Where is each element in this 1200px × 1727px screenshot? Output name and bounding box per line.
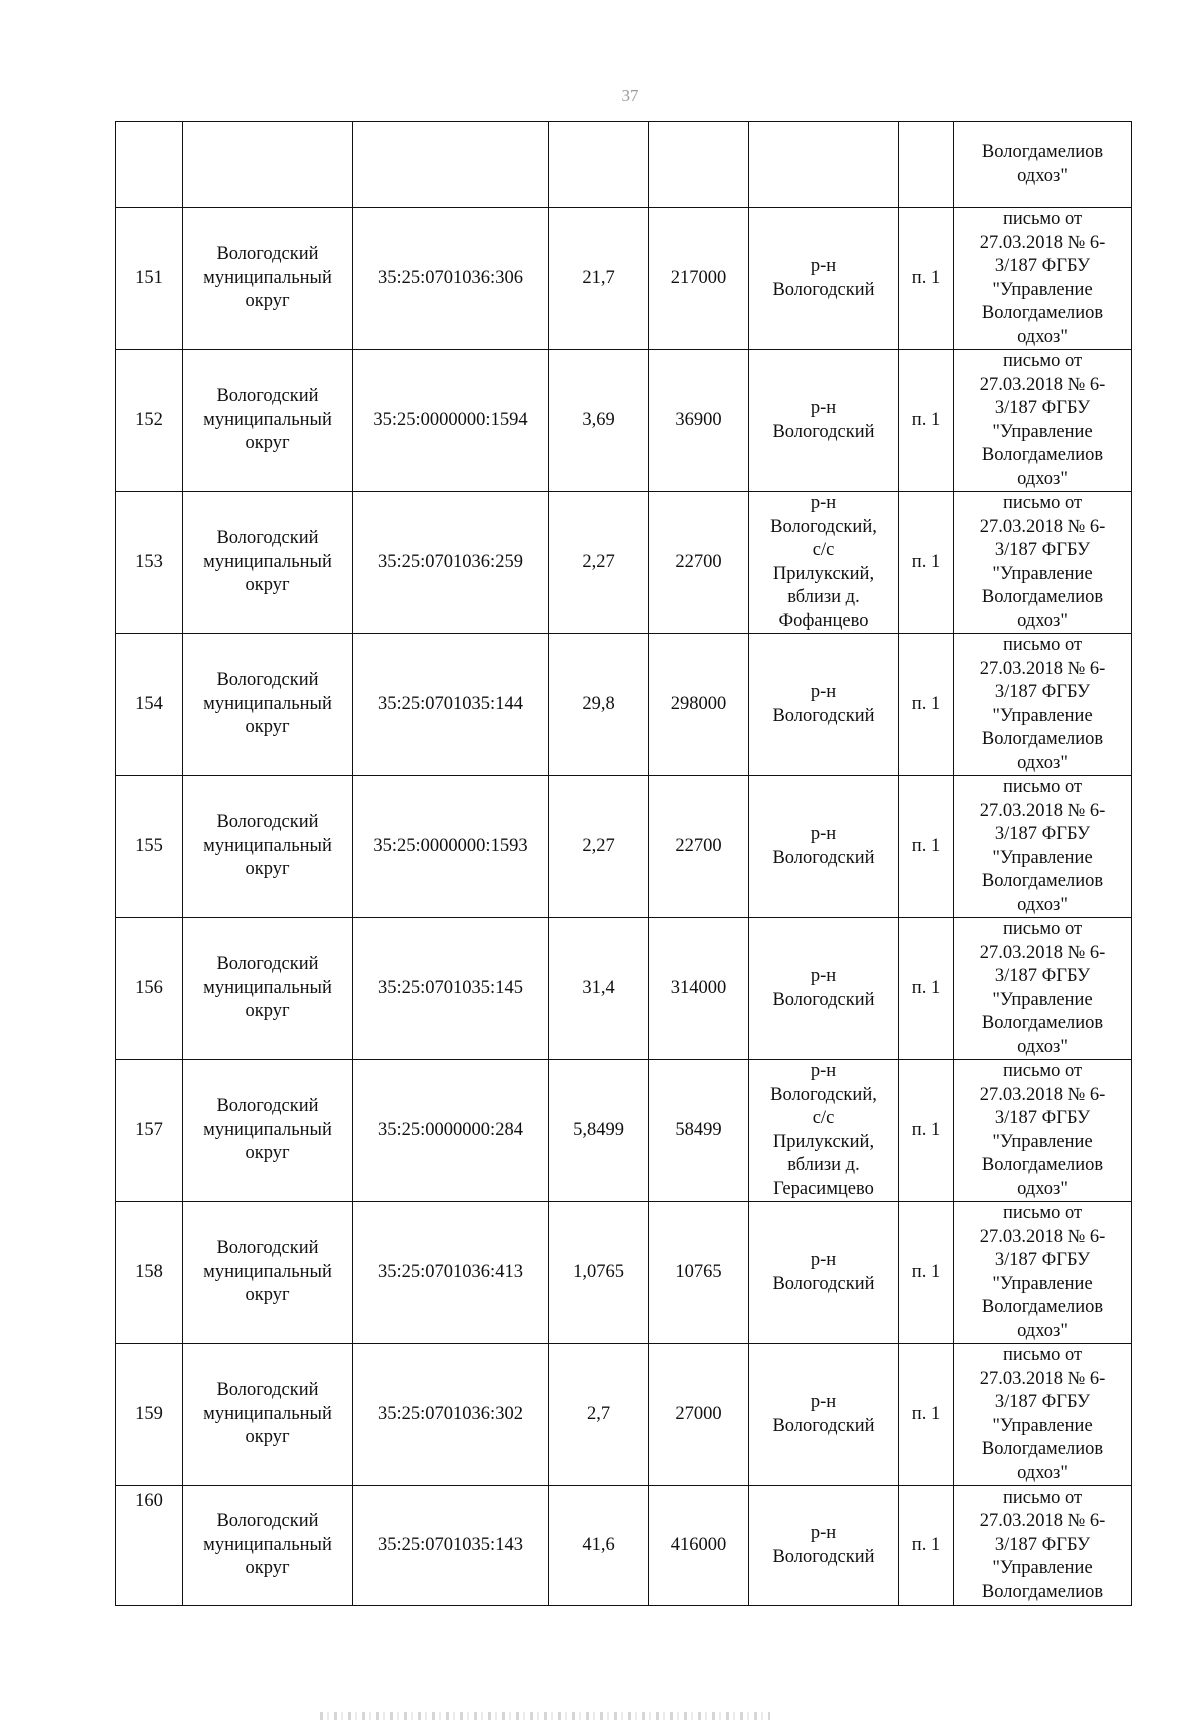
clause-cell: п. 1 (899, 776, 954, 918)
table-row (116, 208, 1132, 350)
row-number-cell: 151 (116, 208, 183, 350)
location-cell: р-н Вологодский (749, 634, 899, 776)
area-sqm-cell: 314000 (649, 918, 749, 1060)
table-row (116, 1486, 1132, 1606)
row-number-cell: 152 (116, 350, 183, 492)
area-sqm-cell: 416000 (649, 1486, 749, 1606)
area-ha-cell: 2,27 (549, 492, 649, 634)
cadastral-number-cell: 35:25:0701035:144 (353, 634, 549, 776)
location-cell: р-н Вологодский, с/с Прилукский, вблизи д. Герасимцево (749, 1060, 899, 1202)
table-row (116, 1060, 1132, 1202)
table-row (116, 492, 1132, 634)
area-sqm-cell: 298000 (649, 634, 749, 776)
table-row (116, 350, 1132, 492)
empty-cell (549, 122, 649, 208)
area-sqm-cell: 27000 (649, 1344, 749, 1486)
owner-cell: Вологодский муниципальный округ (183, 492, 353, 634)
cadastral-number-cell: 35:25:0000000:1594 (353, 350, 549, 492)
page-number: 37 (621, 86, 639, 105)
area-ha-cell: 1,0765 (549, 1202, 649, 1344)
basis-cell: письмо от 27.03.2018 № 6- 3/187 ФГБУ "Управление Вологдамелиов одхоз" (954, 1344, 1132, 1486)
area-sqm-cell: 22700 (649, 492, 749, 634)
basis-cell: письмо от 27.03.2018 № 6- 3/187 ФГБУ "Управление Вологдамелиов одхоз" (954, 1202, 1132, 1344)
clause-cell: п. 1 (899, 1486, 954, 1606)
row-number-cell: 157 (116, 1060, 183, 1202)
empty-cell (749, 122, 899, 208)
continued-row (116, 122, 1132, 208)
row-number-cell: 154 (116, 634, 183, 776)
area-sqm-cell: 217000 (649, 208, 749, 350)
clause-cell: п. 1 (899, 208, 954, 350)
area-sqm-cell: 36900 (649, 350, 749, 492)
area-ha-cell: 2,7 (549, 1344, 649, 1486)
empty-cell (649, 122, 749, 208)
location-cell: р-н Вологодский (749, 1202, 899, 1344)
row-number-cell: 155 (116, 776, 183, 918)
location-cell: р-н Вологодский (749, 776, 899, 918)
cadastral-number-cell: 35:25:0701036:413 (353, 1202, 549, 1344)
table-row (116, 776, 1132, 918)
clause-cell: п. 1 (899, 492, 954, 634)
area-sqm-cell: 10765 (649, 1202, 749, 1344)
scan-artifact (320, 1712, 770, 1720)
basis-cell: письмо от 27.03.2018 № 6- 3/187 ФГБУ "Управление Вологдамелиов одхоз" (954, 492, 1132, 634)
cadastral-number-cell: 35:25:0000000:284 (353, 1060, 549, 1202)
area-ha-cell: 41,6 (549, 1486, 649, 1606)
cadastral-number-cell: 35:25:0701035:145 (353, 918, 549, 1060)
cadastral-number-cell: 35:25:0701036:302 (353, 1344, 549, 1486)
owner-cell: Вологодский муниципальный округ (183, 776, 353, 918)
basis-cell: письмо от 27.03.2018 № 6- 3/187 ФГБУ "Управление Вологдамелиов одхоз" (954, 634, 1132, 776)
row-number-cell: 158 (116, 1202, 183, 1344)
owner-cell: Вологодский муниципальный округ (183, 350, 353, 492)
cadastral-number-cell: 35:25:0701036:259 (353, 492, 549, 634)
clause-cell: п. 1 (899, 918, 954, 1060)
area-ha-cell: 5,8499 (549, 1060, 649, 1202)
basis-cell: письмо от 27.03.2018 № 6- 3/187 ФГБУ "Управление Вологдамелиов одхоз" (954, 208, 1132, 350)
clause-cell: п. 1 (899, 1060, 954, 1202)
table-row (116, 918, 1132, 1060)
empty-cell (899, 122, 954, 208)
basis-cell: письмо от 27.03.2018 № 6- 3/187 ФГБУ "Управление Вологдамелиов одхоз" (954, 776, 1132, 918)
empty-cell (353, 122, 549, 208)
row-number-cell: 153 (116, 492, 183, 634)
basis-cell: письмо от 27.03.2018 № 6- 3/187 ФГБУ "Управление Вологдамелиов (954, 1486, 1132, 1606)
area-sqm-cell: 22700 (649, 776, 749, 918)
area-ha-cell: 31,4 (549, 918, 649, 1060)
clause-cell: п. 1 (899, 350, 954, 492)
row-number-cell: 159 (116, 1344, 183, 1486)
location-cell: р-н Вологодский (749, 918, 899, 1060)
owner-cell: Вологодский муниципальный округ (183, 1202, 353, 1344)
area-ha-cell: 21,7 (549, 208, 649, 350)
empty-cell (116, 122, 183, 208)
basis-cell: письмо от 27.03.2018 № 6- 3/187 ФГБУ "Управление Вологдамелиов одхоз" (954, 1060, 1132, 1202)
location-cell: р-н Вологодский (749, 1486, 899, 1606)
continued-basis-cell: Вологдамелиов одхоз" (954, 122, 1132, 208)
clause-cell: п. 1 (899, 1202, 954, 1344)
area-sqm-cell: 58499 (649, 1060, 749, 1202)
row-number-cell: 156 (116, 918, 183, 1060)
row-number-cell: 160 (116, 1486, 183, 1606)
owner-cell: Вологодский муниципальный округ (183, 634, 353, 776)
table-row (116, 634, 1132, 776)
land-plots-table (115, 121, 1132, 1606)
cadastral-number-cell: 35:25:0701035:143 (353, 1486, 549, 1606)
location-cell: р-н Вологодский, с/с Прилукский, вблизи д. Фофанцево (749, 492, 899, 634)
clause-cell: п. 1 (899, 1344, 954, 1486)
basis-cell: письмо от 27.03.2018 № 6- 3/187 ФГБУ "Управление Вологдамелиов одхоз" (954, 350, 1132, 492)
table-row (116, 1344, 1132, 1486)
area-ha-cell: 2,27 (549, 776, 649, 918)
location-cell: р-н Вологодский (749, 1344, 899, 1486)
owner-cell: Вологодский муниципальный округ (183, 208, 353, 350)
basis-cell: письмо от 27.03.2018 № 6- 3/187 ФГБУ "Управление Вологдамелиов одхоз" (954, 918, 1132, 1060)
owner-cell: Вологодский муниципальный округ (183, 1486, 353, 1606)
owner-cell: Вологодский муниципальный округ (183, 1344, 353, 1486)
cadastral-number-cell: 35:25:0701036:306 (353, 208, 549, 350)
table-body (116, 122, 1132, 1606)
area-ha-cell: 29,8 (549, 634, 649, 776)
area-ha-cell: 3,69 (549, 350, 649, 492)
location-cell: р-н Вологодский (749, 350, 899, 492)
clause-cell: п. 1 (899, 634, 954, 776)
empty-cell (183, 122, 353, 208)
table-row (116, 1202, 1132, 1344)
owner-cell: Вологодский муниципальный округ (183, 1060, 353, 1202)
location-cell: р-н Вологодский (749, 208, 899, 350)
owner-cell: Вологодский муниципальный округ (183, 918, 353, 1060)
cadastral-number-cell: 35:25:0000000:1593 (353, 776, 549, 918)
